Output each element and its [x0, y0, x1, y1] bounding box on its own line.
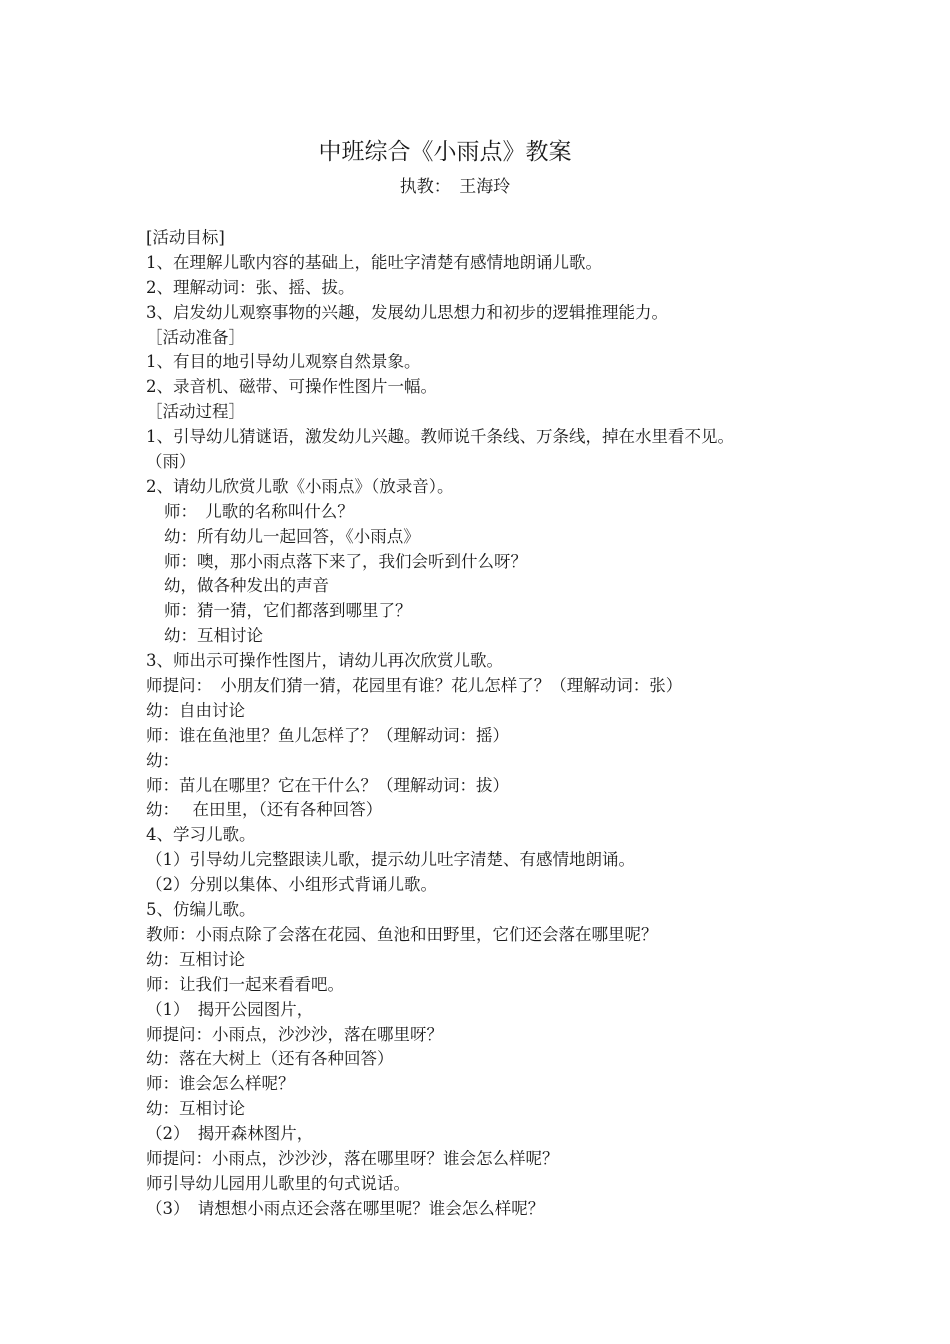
body-line: 幼：落在大树上（还有各种回答）: [146, 1049, 394, 1069]
body-line: 1、引导幼儿猜谜语，激发幼儿兴趣。教师说千条线、万条线，掉在水里看不见。: [146, 427, 734, 447]
body-line: 幼：所有幼儿一起回答，《小雨点》: [164, 526, 420, 546]
body-line: 师提问：小雨点，沙沙沙，落在哪里呀？: [146, 1024, 443, 1044]
body-line: ［活动准备］: [146, 327, 245, 347]
body-line: 师：谁在鱼池里？鱼儿怎样了？（理解动词：摇）: [146, 725, 509, 745]
body-line: 幼：互相讨论: [164, 626, 263, 646]
body-line: 幼：: [146, 750, 179, 770]
body-line: 师：噢，那小雨点落下来了，我们会听到什么呀？: [164, 551, 527, 571]
body-line: 师：让我们一起来看看吧。: [146, 974, 344, 994]
body-line: 1、在理解儿歌内容的基础上，能吐字清楚有感情地朗诵儿歌。: [146, 252, 602, 272]
body-line: （1）引导幼儿完整跟读儿歌，提示幼儿吐字清楚、有感情地朗诵。: [146, 850, 635, 870]
body-line: ［活动过程］: [146, 402, 245, 422]
document-author: 执教： 王海玲: [399, 177, 511, 197]
body-line: 师：苗儿在哪里？它在干什么？（理解动词：拔）: [146, 775, 509, 795]
body-line: 师提问： 小朋友们猜一猜，花园里有谁？花儿怎样了？（理解动词：张）: [146, 676, 683, 696]
body-line: 幼，做各种发出的声音: [164, 576, 329, 596]
body-line: 2、理解动词：张、摇、拔。: [146, 277, 355, 297]
body-line: 师： 儿歌的名称叫什么？: [164, 501, 354, 521]
body-line: 2、请幼儿欣赏儿歌《小雨点》（放录音）。: [146, 476, 454, 496]
body-line: 教师：小雨点除了会落在花园、鱼池和田野里，它们还会落在哪里呢？: [146, 924, 658, 944]
body-line: 幼：自由讨论: [146, 700, 245, 720]
document-title: 中班综合《小雨点》教案: [318, 139, 572, 165]
body-line: 师：谁会怎么样呢？: [146, 1074, 295, 1094]
body-line: 师引导幼儿园用儿歌里的句式说话。: [146, 1173, 410, 1193]
body-line: 幼： 在田里，（还有各种回答）: [146, 800, 383, 820]
body-line: 4、学习儿歌。: [146, 825, 256, 845]
body-line: （3） 请想想小雨点还会落在哪里呢？谁会怎么样呢？: [146, 1198, 545, 1218]
body-line: 2、录音机、磁带、可操作性图片一幅。: [146, 377, 437, 397]
body-line: 幼：互相讨论: [146, 1099, 245, 1119]
body-line: 1、有目的地引导幼儿观察自然景象。: [146, 352, 421, 372]
document-body: [146, 226, 836, 1222]
body-line: 5、仿编儿歌。: [146, 900, 256, 920]
body-line: [活动目标]: [146, 228, 225, 247]
body-line: （2） 揭开森林图片，: [146, 1124, 314, 1144]
body-line: 师：猜一猜，它们都落到哪里了？: [164, 601, 412, 621]
body-line: （2）分别以集体、小组形式背诵儿歌。: [146, 875, 437, 895]
body-line: 3、启发幼儿观察事物的兴趣，发展幼儿思想力和初步的逻辑推理能力。: [146, 302, 668, 322]
body-line: 幼：互相讨论: [146, 949, 245, 969]
body-line: （1） 揭开公园图片，: [146, 999, 314, 1019]
body-line: （雨）: [146, 452, 196, 472]
body-line: 师提问：小雨点，沙沙沙，落在哪里呀？谁会怎么样呢？: [146, 1148, 559, 1168]
body-line: 3、师出示可操作性图片，请幼儿再次欣赏儿歌。: [146, 651, 503, 671]
